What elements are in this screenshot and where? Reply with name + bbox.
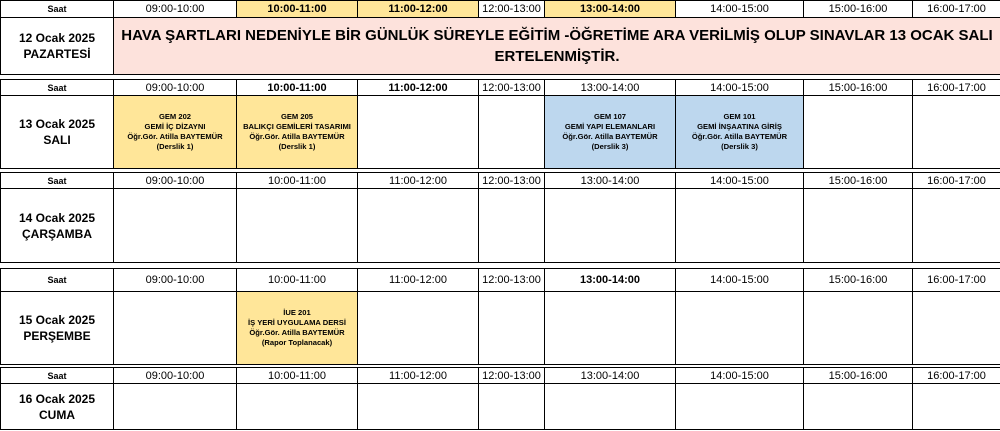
empty-slot: [479, 96, 545, 169]
day-date: 13 Ocak 2025: [18, 117, 96, 131]
exam-room: (Derslik 3): [591, 142, 629, 151]
slot-header: 16:00-17:00: [913, 368, 1000, 384]
slot-header: 16:00-17:00: [913, 173, 1000, 189]
empty-slot: [545, 292, 676, 365]
empty-slot: [676, 189, 804, 263]
postponement-notice: HAVA ŞARTLARI NEDENİYLE BİR GÜNLÜK SÜREYLE EĞİTİM -ÖĞRETİME ARA VERİLMİŞ OLUP SINAVLAR 13 OCAK SALI ERTELENMİŞTİR.: [114, 18, 1000, 75]
exam-cell: [545, 96, 676, 169]
slot-header: 11:00-12:00: [358, 80, 479, 96]
slot-header: 09:00-10:00: [114, 1, 237, 18]
empty-slot: [913, 292, 1000, 365]
slot-header: 15:00-16:00: [804, 1, 913, 18]
empty-slot: [913, 384, 1000, 430]
slot-header: 10:00-11:00: [237, 173, 358, 189]
day-cell: [1, 384, 114, 430]
slot-header: 10:00-11:00: [237, 80, 358, 96]
slot-header: 10:00-11:00: [237, 368, 358, 384]
empty-slot: [804, 189, 913, 263]
schedule-block-day-2: [0, 79, 1000, 169]
exam-name: BALIKÇI GEMİLERİ TASARIMI: [243, 122, 351, 131]
slot-header: 12:00-13:00: [479, 1, 545, 18]
exam-name: GEMİ YAPI ELEMANLARI: [564, 122, 656, 131]
empty-slot: [237, 189, 358, 263]
schedule-block-day-3: [0, 172, 1000, 263]
exam-code: GEM 101: [723, 112, 756, 121]
slot-header: 15:00-16:00: [804, 80, 913, 96]
slot-header: 13:00-14:00: [545, 368, 676, 384]
slot-header: 11:00-12:00: [358, 368, 479, 384]
exam-code: GEM 205: [280, 112, 314, 121]
exam-teacher: Öğr.Gör. Atilla BAYTEMÜR: [249, 132, 345, 141]
exam-name: GEMİ İNŞAATINA GİRİŞ: [697, 122, 782, 131]
exam-room: (Derslik 3): [721, 142, 758, 151]
exam-teacher: Öğr.Gör. Atilla BAYTEMÜR: [127, 132, 223, 141]
empty-slot: [479, 189, 545, 263]
empty-slot: [237, 384, 358, 430]
exam-name: GEMİ İÇ DİZAYNI: [144, 122, 206, 131]
exam-code: İUE 201: [283, 308, 311, 317]
slot-header: 15:00-16:00: [804, 173, 913, 189]
slot-header: 13:00-14:00: [545, 173, 676, 189]
empty-slot: [804, 96, 913, 169]
empty-slot: [545, 189, 676, 263]
exam-teacher: Öğr.Gör. Atilla BAYTEMÜR: [691, 132, 788, 141]
day-date: 14 Ocak 2025: [18, 210, 96, 225]
empty-slot: [114, 292, 237, 365]
slot-header: 15:00-16:00: [804, 269, 913, 292]
day-date: 15 Ocak 2025: [18, 313, 96, 327]
day-weekday: PERŞEMBE: [23, 329, 91, 343]
day-weekday: ÇARŞAMBA: [22, 226, 92, 241]
day-weekday: PAZARTESİ: [23, 47, 91, 61]
slot-header: 16:00-17:00: [913, 269, 1000, 292]
empty-slot: [913, 96, 1000, 169]
slot-header: 14:00-15:00: [676, 80, 804, 96]
day-cell: [1, 292, 114, 365]
slot-header: 16:00-17:00: [913, 80, 1000, 96]
exam-cell: [676, 96, 804, 169]
saat-label: Saat: [1, 1, 114, 18]
schedule-block-day-1: [0, 0, 1000, 75]
empty-slot: [479, 384, 545, 430]
exam-room: (Rapor Toplanacak): [261, 338, 333, 347]
empty-slot: [114, 384, 237, 430]
slot-header: 09:00-10:00: [114, 173, 237, 189]
exam-cell: [237, 96, 358, 169]
slot-header: 14:00-15:00: [676, 368, 804, 384]
exam-cell: [237, 292, 358, 365]
empty-slot: [479, 292, 545, 365]
empty-slot: [358, 189, 479, 263]
schedule-block-day-4: [0, 268, 1000, 365]
day-weekday: CUMA: [39, 407, 75, 422]
empty-slot: [358, 384, 479, 430]
slot-header: 12:00-13:00: [479, 80, 545, 96]
slot-header: 09:00-10:00: [114, 80, 237, 96]
exam-cell: [114, 96, 237, 169]
slot-header: 13:00-14:00: [545, 1, 676, 18]
day-date: 12 Ocak 2025: [18, 31, 96, 45]
empty-slot: [358, 96, 479, 169]
empty-slot: [804, 384, 913, 430]
saat-label: Saat: [1, 80, 114, 96]
slot-header: 13:00-14:00: [545, 80, 676, 96]
day-date: 16 Ocak 2025: [18, 391, 96, 406]
slot-header: 11:00-12:00: [358, 269, 479, 292]
slot-header: 14:00-15:00: [676, 1, 804, 18]
slot-header: 09:00-10:00: [114, 269, 237, 292]
empty-slot: [913, 189, 1000, 263]
saat-label: Saat: [1, 368, 114, 384]
empty-slot: [804, 292, 913, 365]
slot-header: 10:00-11:00: [237, 269, 358, 292]
empty-slot: [114, 189, 237, 263]
exam-name: İŞ YERİ UYGULAMA DERSİ: [248, 318, 346, 327]
exam-room: (Derslik 1): [278, 142, 316, 151]
empty-slot: [358, 292, 479, 365]
day-cell: [1, 96, 114, 169]
slot-header: 12:00-13:00: [479, 173, 545, 189]
day-cell: [1, 189, 114, 263]
slot-header: 14:00-15:00: [676, 173, 804, 189]
slot-header: 15:00-16:00: [804, 368, 913, 384]
slot-header: 11:00-12:00: [358, 1, 479, 18]
schedule-block-day-5: [0, 367, 1000, 430]
slot-header: 16:00-17:00: [913, 1, 1000, 18]
empty-slot: [676, 384, 804, 430]
exam-teacher: Öğr.Gör. Atilla BAYTEMÜR: [249, 328, 345, 337]
empty-slot: [676, 292, 804, 365]
slot-header: 11:00-12:00: [358, 173, 479, 189]
day-weekday: SALI: [43, 133, 71, 147]
exam-room: (Derslik 1): [156, 142, 194, 151]
slot-header: 12:00-13:00: [479, 269, 545, 292]
saat-label: Saat: [1, 173, 114, 189]
day-cell: [1, 18, 114, 75]
slot-header: 09:00-10:00: [114, 368, 237, 384]
saat-label: Saat: [1, 269, 114, 292]
empty-slot: [545, 384, 676, 430]
slot-header: 10:00-11:00: [237, 1, 358, 18]
exam-code: GEM 202: [158, 112, 192, 121]
slot-header: 13:00-14:00: [545, 269, 676, 292]
exam-code: GEM 107: [593, 112, 627, 121]
exam-teacher: Öğr.Gör. Atilla BAYTEMÜR: [562, 132, 658, 141]
slot-header: 14:00-15:00: [676, 269, 804, 292]
slot-header: 12:00-13:00: [479, 368, 545, 384]
